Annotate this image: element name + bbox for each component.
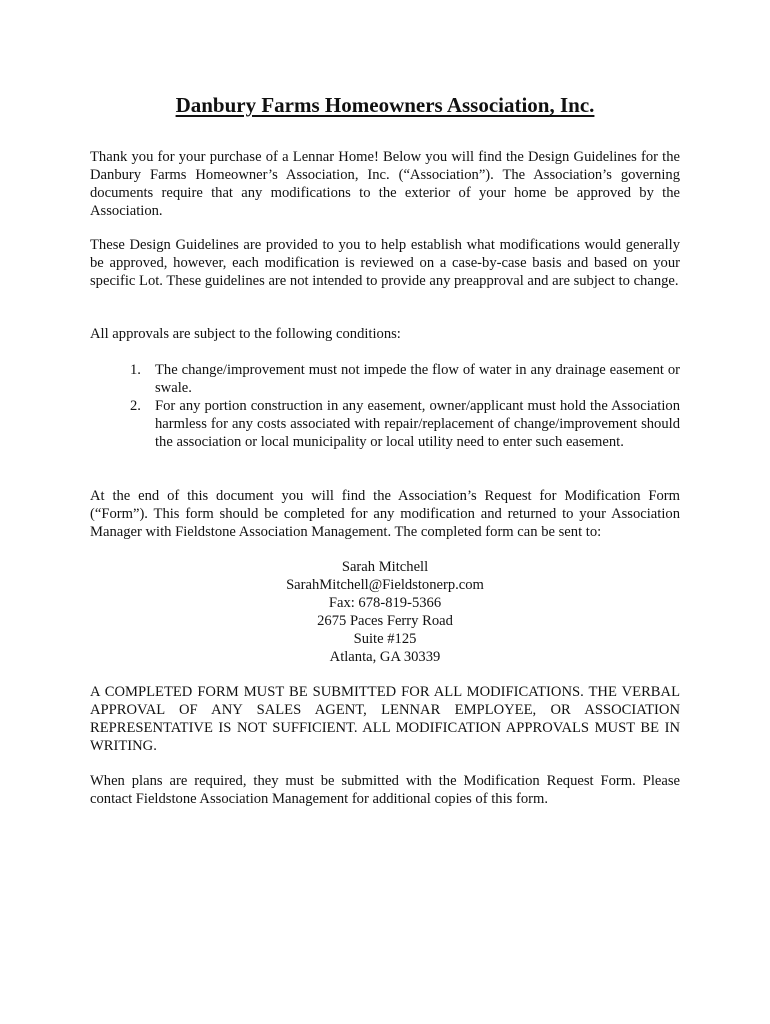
plans-paragraph: When plans are required, they must be submitted with the Modification Request Form. Please contact Fieldstone Association Management for additional copies of this form. xyxy=(90,773,680,807)
condition-text: The change/improvement must not impede the flow of water in any drainage easement or swale. xyxy=(155,362,680,396)
condition-item xyxy=(130,361,680,397)
contact-fax: Fax: 678-819-5366 xyxy=(328,595,442,611)
contact-city: Atlanta, GA 30339 xyxy=(329,649,441,665)
contact-email: SarahMitchell@Fieldstonerp.com xyxy=(286,577,484,593)
document-title: Danbury Farms Homeowners Association, Inc. xyxy=(175,93,595,117)
intro-paragraph: Thank you for your purchase of a Lennar Home! Below you will find the Design Guidelines for the Danbury Farms Homeowner’s Association, Inc. (“Association”). The Association’s governing documents require that any modifications to the exterior of your home be approved by the Association. xyxy=(90,149,680,219)
condition-number: 2. xyxy=(130,398,141,414)
condition-text: For any portion construction in any easement, owner/applicant must hold the Association harmless for any costs associated with repair/replacement of change/improvement should the association or local municipality or local utility need to enter such easement. xyxy=(155,398,680,450)
guidelines-paragraph: These Design Guidelines are provided to you to help establish what modifications would generally be approved, however, each modification is reviewed on a case-by-case basis and based on your specific Lot. These guidelines are not intended to provide any preapproval and are subject to change. xyxy=(90,237,680,289)
contact-name: Sarah Mitchell xyxy=(341,559,429,575)
form-paragraph: At the end of this document you will find the Association’s Request for Modification Form (“Form”). This form should be completed for any modification and returned to your Association Manager with Fieldstone Association Management. The completed form can be sent to: xyxy=(90,488,680,540)
conditions-intro: All approvals are subject to the following conditions: xyxy=(90,326,401,342)
condition-item xyxy=(130,397,680,451)
contact-address-block xyxy=(90,558,680,666)
notice-paragraph: A COMPLETED FORM MUST BE SUBMITTED FOR ALL MODIFICATIONS. THE VERBAL APPROVAL OF ANY SALES AGENT, LENNAR EMPLOYEE, OR ASSOCIATION REPRESENTATIVE IS NOT SUFFICIENT. ALL MODIFICATION APPROVALS MUST BE IN WRITING. xyxy=(90,684,680,754)
condition-number: 1. xyxy=(130,362,141,378)
contact-suite: Suite #125 xyxy=(353,631,417,647)
contact-street: 2675 Paces Ferry Road xyxy=(317,613,453,629)
conditions-list xyxy=(130,361,680,451)
